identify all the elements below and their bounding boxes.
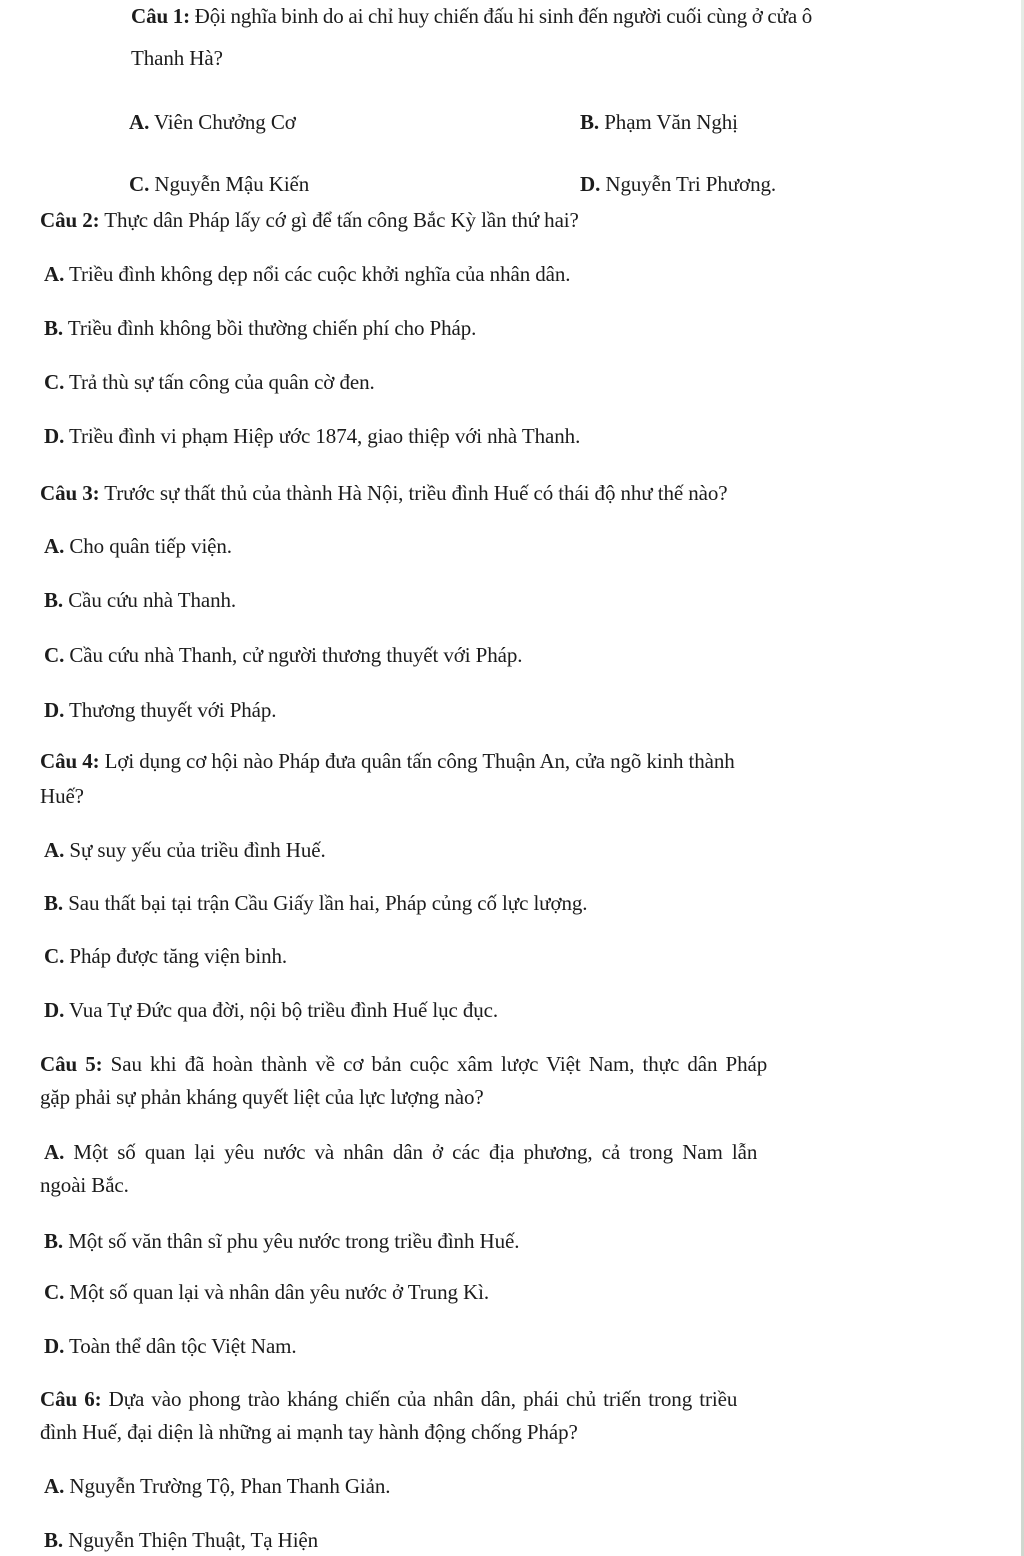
option-text: Viên Chưởng Cơ (154, 110, 296, 134)
option-text: Sự suy yếu của triều đình Huế. (69, 838, 326, 862)
option-3d (44, 696, 276, 724)
option-label: A. (129, 110, 150, 134)
option-label: A. (44, 838, 65, 862)
question-label: Câu 6: (40, 1387, 102, 1411)
question-text-cont: gặp phải sự phản kháng quyết liệt của lực lượng nào? (40, 1085, 484, 1109)
option-label: C. (129, 172, 150, 196)
option-label: D. (44, 998, 65, 1022)
option-text: Triều đình không dẹp nổi các cuộc khởi nghĩa của nhân dân. (69, 262, 571, 286)
option-3a (44, 532, 232, 560)
option-label: D. (44, 1334, 65, 1358)
question-text: Sau khi đã hoàn thành về cơ bản cuộc xâm lược Việt Nam, thực dân Pháp (110, 1052, 768, 1076)
option-5b (44, 1227, 519, 1255)
question-3 (40, 479, 727, 507)
option-6a (44, 1472, 390, 1500)
option-2b (44, 314, 476, 342)
option-text: Thương thuyết với Pháp. (69, 698, 277, 722)
option-text: Nguyễn Trường Tộ, Phan Thanh Giản. (69, 1474, 391, 1498)
option-3b (44, 586, 236, 614)
option-label: B. (44, 588, 64, 612)
option-label: A. (44, 1474, 65, 1498)
question-text-cont: Thanh Hà? (131, 46, 223, 70)
question-label: Câu 3: (40, 481, 100, 505)
question-6 (40, 1385, 737, 1413)
option-text: Pháp được tăng viện binh. (69, 944, 288, 968)
option-4c (44, 942, 287, 970)
option-4b (44, 889, 587, 917)
option-1a (129, 108, 296, 136)
option-5c (44, 1278, 489, 1306)
option-label: B. (44, 316, 64, 340)
option-text: Nguyễn Tri Phương. (605, 172, 777, 196)
option-label: D. (44, 698, 65, 722)
question-4 (40, 747, 735, 775)
option-text: Nguyễn Mậu Kiến (154, 172, 310, 196)
question-text: Đội nghĩa binh do ai chỉ huy chiến đấu hi sinh đến người cuối cùng ở cửa ô (194, 4, 813, 28)
option-text-cont: ngoài Bắc. (40, 1173, 129, 1197)
question-text: Dựa vào phong trào kháng chiến của nhân dân, phái chủ triến trong triều (108, 1387, 738, 1411)
option-2d (44, 422, 580, 450)
option-label: B. (44, 891, 64, 915)
question-text-cont: Huế? (40, 784, 84, 808)
question-1 (131, 2, 997, 30)
option-label: D. (44, 424, 65, 448)
option-label: C. (44, 370, 65, 394)
question-5 (40, 1050, 767, 1078)
option-label: C. (44, 944, 65, 968)
option-label: C. (44, 1280, 65, 1304)
option-text: Nguyễn Thiện Thuật, Tạ Hiện (68, 1528, 319, 1552)
option-text: Toàn thể dân tộc Việt Nam. (69, 1334, 297, 1358)
option-text: Sau thất bại tại trận Cầu Giấy lần hai, Pháp củng cố lực lượng. (68, 891, 588, 915)
question-label: Câu 1: (131, 4, 190, 28)
question-text: Trước sự thất thủ của thành Hà Nội, triều đình Huế có thái độ như thế nào? (104, 481, 728, 505)
option-text: Cho quân tiếp viện. (69, 534, 232, 558)
option-text: Vua Tự Đức qua đời, nội bộ triều đình Huế lục đục. (69, 998, 499, 1022)
option-text: Triều đình vi phạm Hiệp ước 1874, giao thiệp với nhà Thanh. (69, 424, 581, 448)
question-2 (40, 206, 579, 234)
option-label: B. (580, 110, 600, 134)
option-label: D. (580, 172, 601, 196)
option-label: B. (44, 1229, 64, 1253)
option-5d (44, 1332, 297, 1360)
option-label: C. (44, 643, 65, 667)
option-2a (44, 260, 570, 288)
option-6b (44, 1526, 318, 1554)
option-text: Trả thù sự tấn công của quân cờ đen. (69, 370, 375, 394)
option-1b (580, 108, 738, 136)
question-text: Thực dân Pháp lấy cớ gì để tấn công Bắc Kỳ lần thứ hai? (104, 208, 579, 232)
option-text: Một số quan lại yêu nước và nhân dân ở các địa phương, cả trong Nam lẫn (73, 1140, 758, 1164)
option-text: Triều đình không bồi thường chiến phí cho Pháp. (67, 316, 477, 340)
option-text: Cầu cứu nhà Thanh. (68, 588, 237, 612)
option-1d (580, 170, 776, 198)
option-label: A. (44, 262, 65, 286)
option-text: Cầu cứu nhà Thanh, cử người thương thuyết với Pháp. (69, 643, 523, 667)
option-4a (44, 836, 326, 864)
option-2c (44, 368, 375, 396)
option-text: Phạm Văn Nghị (604, 110, 738, 134)
option-1c (129, 170, 309, 198)
option-label: A. (44, 1140, 65, 1164)
option-text: Một số quan lại và nhân dân yêu nước ở Trung Kì. (69, 1280, 489, 1304)
question-text-cont: đình Huế, đại diện là những ai mạnh tay hành động chống Pháp? (40, 1420, 578, 1444)
option-5a (44, 1138, 757, 1166)
option-4d (44, 996, 498, 1024)
option-label: B. (44, 1528, 64, 1552)
option-text: Một số văn thân sĩ phu yêu nước trong triều đình Huế. (68, 1229, 520, 1253)
question-text: Lợi dụng cơ hội nào Pháp đưa quân tấn công Thuận An, cửa ngõ kinh thành (104, 749, 735, 773)
question-label: Câu 5: (40, 1052, 103, 1076)
question-label: Câu 4: (40, 749, 100, 773)
option-3c (44, 641, 522, 669)
option-label: A. (44, 534, 65, 558)
question-label: Câu 2: (40, 208, 100, 232)
